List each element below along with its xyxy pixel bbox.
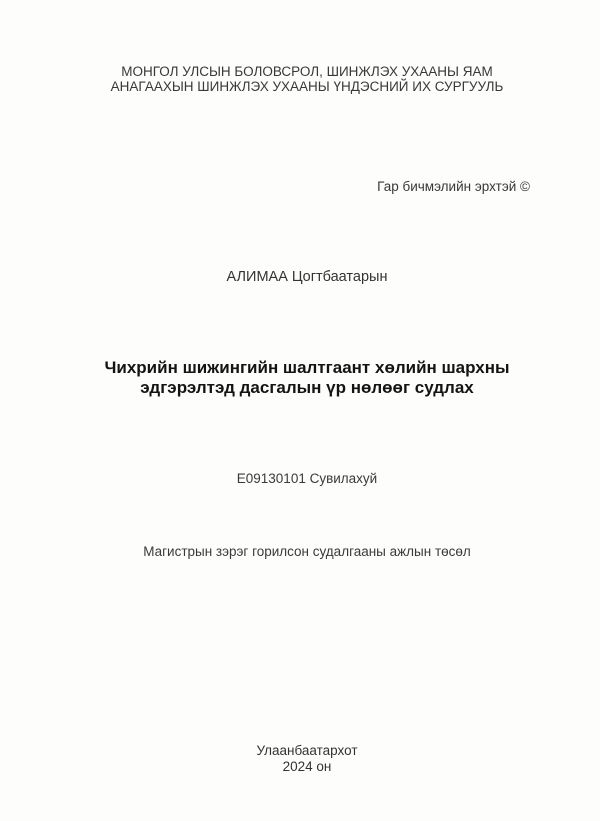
- work-type-label: Магистрын зэрэг горилсон судалгааны ажлын төсөл: [143, 544, 471, 559]
- thesis-title-line2: эдгэрэлтэд дасгалын үр нөлөөг судлах: [140, 377, 474, 397]
- page-footer: [14, 743, 600, 774]
- university-name: АНАГААХЫН ШИНЖЛЭХ УХААНЫ ҮНДЭСНИЙ ИХ СУРГУУЛЬ: [110, 79, 504, 94]
- thesis-title: [14, 358, 600, 397]
- ministry-name: МОНГОЛ УЛСЫН БОЛОВСРОЛ, ШИНЖЛЭХ УХААНЫ ЯАМ: [121, 64, 493, 79]
- manuscript-rights-notice: Гар бичмэлийн эрхтэй ©: [377, 179, 530, 194]
- author-name: АЛИМАА Цогтбаатарын: [226, 269, 388, 285]
- thesis-title-line1: Чихрийн шижингийн шалтгаант хөлийн шархны: [104, 358, 510, 377]
- organization-header: [14, 64, 600, 94]
- city-label: Улаанбаатархот: [256, 743, 358, 758]
- program-code: Е09130101 Сувилахуй: [236, 471, 378, 486]
- year-label: 2024 он: [282, 758, 332, 774]
